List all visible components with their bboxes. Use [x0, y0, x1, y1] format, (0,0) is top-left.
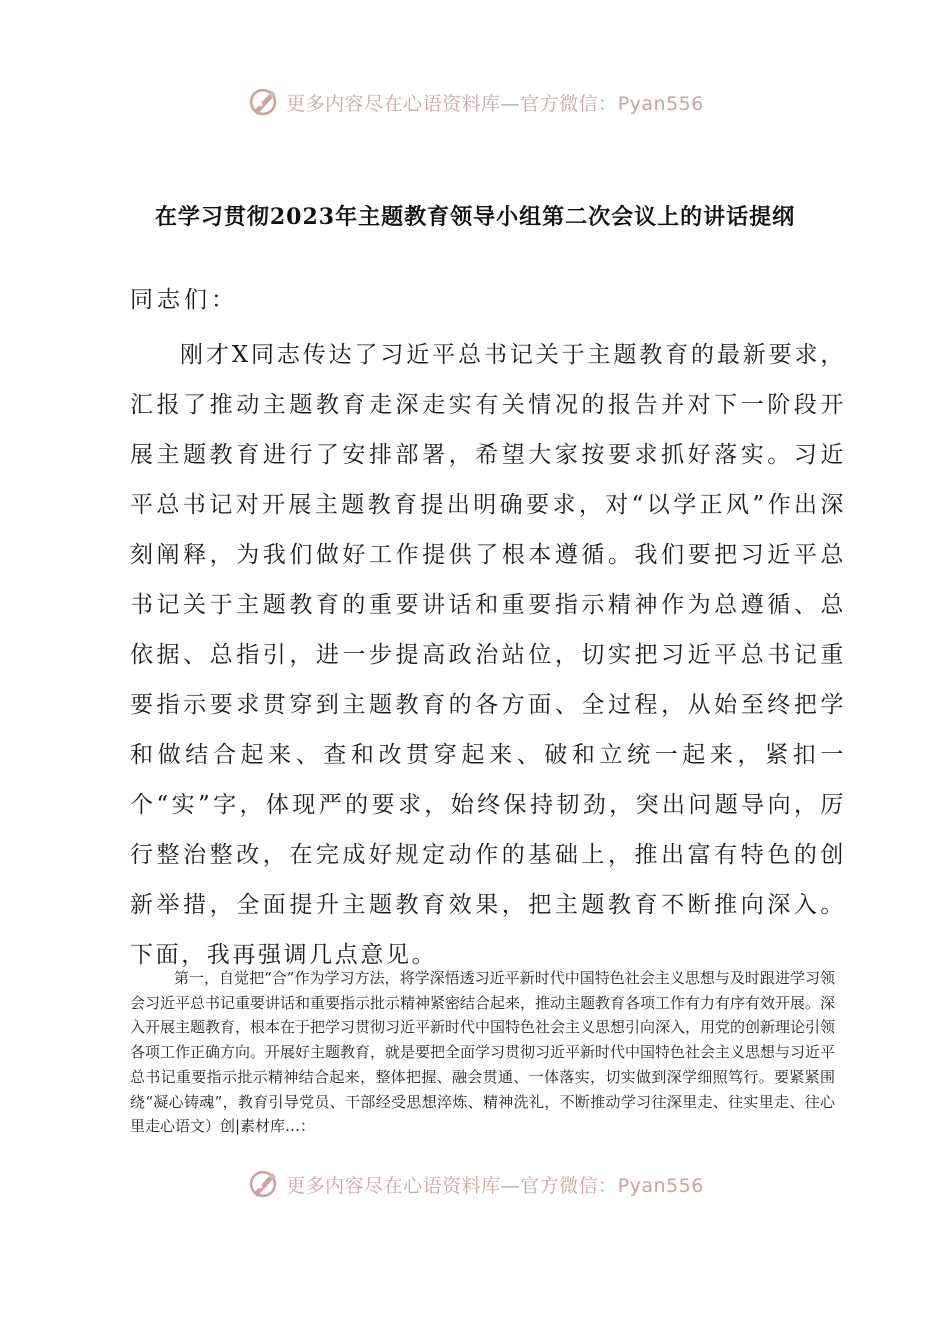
- body-paragraph-point-one: 第一，自觉把“合”作为学习方法，将学深悟透习近平新时代中国特色社会主义思想与及时跟进学习领会习近平总书记重要讲话和重要指示批示精神紧密结合起来，推动主题教育各项工作有力有序有效开展。深入开展主题教育，根本在于把学习贯彻习近平新时代中国特色社会主义思想引向深入，用党的创新理论引领各项工作正确方向。开展好主题教育，就是要把全面学习贯彻习近平新时代中国特色社会主义思想与习近平总书记重要指示批示精神结合起来，整体把握、融会贯通、一体落实，切实做到深学细照笃行。要紧紧围绕“凝心铸魂”，教育引导党员、干部经受思想淬炼、精神洗礼，不断推动学习往深里走、往实里走、往心里走心语文）创|素材库…：: [130, 969, 836, 1136]
- watermark-separator: —: [500, 1174, 521, 1197]
- watermark-suffix: 官方微信：: [520, 92, 618, 115]
- watermark-text: [286, 89, 704, 116]
- body-paragraph-main: 刚才X同志传达了习近平总书记关于主题教育的最新要求，汇报了推动主题教育走深走实有关情况的报告并对下一阶段开展主题教育进行了安排部署，希望大家按要求抓好落实。习近平总书记对开展主题教育提出明确要求，对“以学正风”作出深刻阐释，为我们做好工作提供了根本遵循。我们要把习近平总书记关于主题教育的重要讲话和重要指示精神作为总遵循、总依据、总指引，进一步提高政治站位，切实把习近平总书记重要指示要求贯穿到主题教育的各方面、全过程，从始至终把学和做结合起来、查和改贯穿起来、破和立统一起来，紧扣一个“实”字，体现严的要求，始终保持韧劲，突出问题导向，厉行整治整改，在完成好规定动作的基础上，推出富有特色的创新举措，全面提升主题教育效果，把主题教育不断推向深入。下面，我再强调几点意见。: [130, 342, 846, 968]
- pen-logo-icon: [246, 1167, 280, 1201]
- document-title: 在学习贯彻2023年主题教育领导小组第二次会议上的讲话提纲: [154, 204, 796, 230]
- watermark-banner-top: [0, 82, 950, 122]
- pen-logo-icon: [246, 85, 280, 119]
- watermark-brand: 更多内容尽在心语资料库: [286, 92, 501, 115]
- watermark-banner-bottom: [0, 1164, 950, 1204]
- watermark-wechat-id: Pyan556: [617, 1174, 704, 1197]
- watermark-brand: 更多内容尽在心语资料库: [286, 1174, 501, 1197]
- watermark-text: [286, 1171, 704, 1198]
- watermark-separator: —: [500, 92, 521, 115]
- salutation: 同志们：: [130, 287, 238, 313]
- watermark-suffix: 官方微信：: [520, 1174, 618, 1197]
- watermark-wechat-id: Pyan556: [617, 92, 704, 115]
